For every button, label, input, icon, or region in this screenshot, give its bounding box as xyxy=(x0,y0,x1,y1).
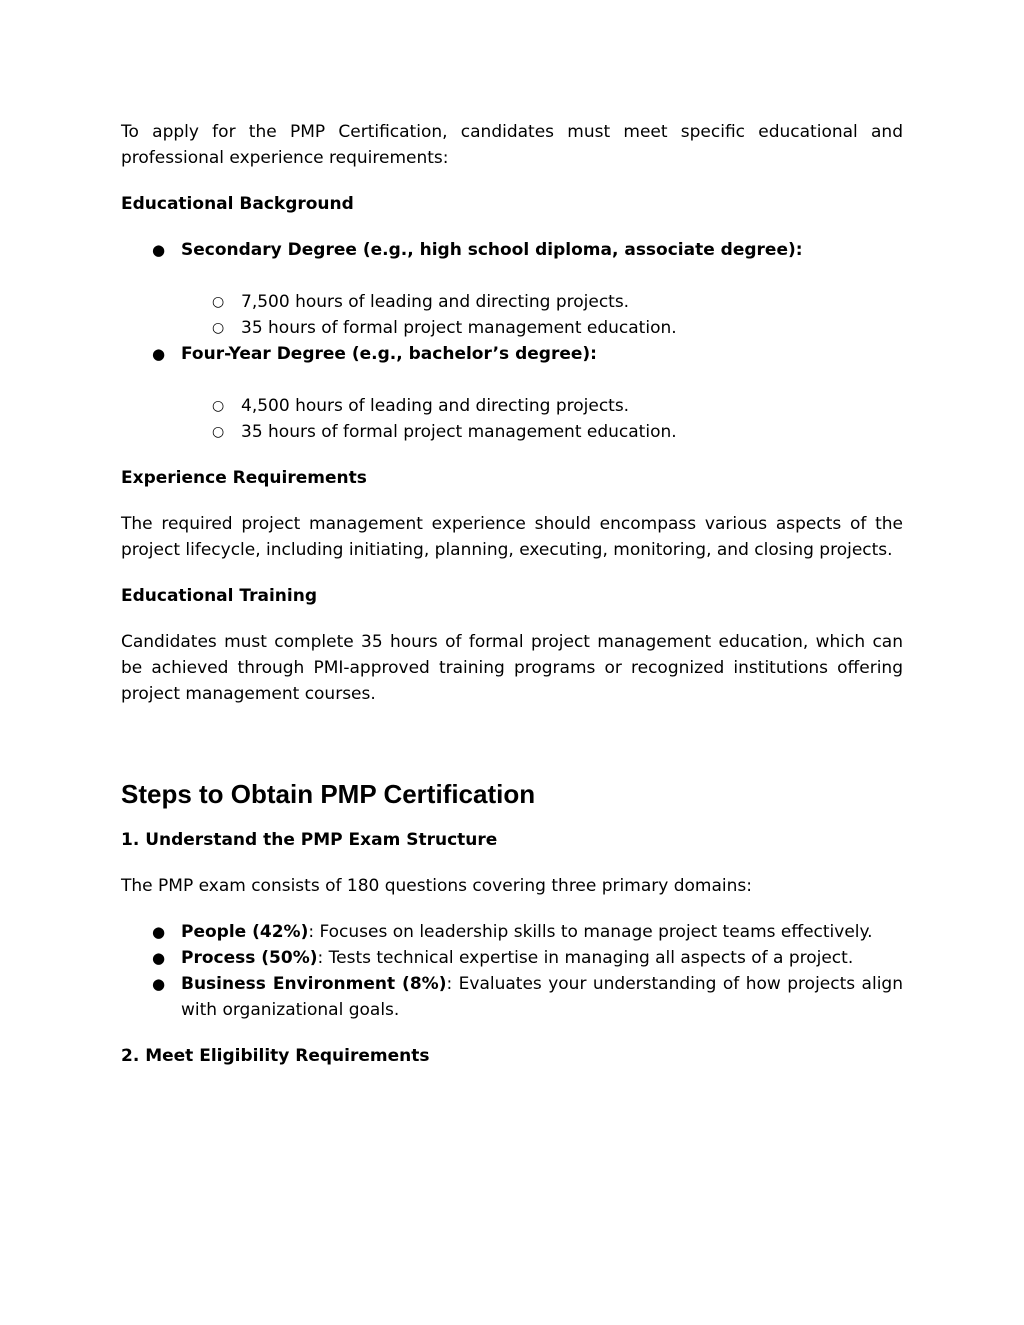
experience-paragraph: The required project management experience should encompass various aspects of the project lifecycle, including initiating, planning, executing, monitoring, and closing projects. xyxy=(121,514,903,560)
bullet-icon: ● xyxy=(152,949,166,967)
domains-list xyxy=(121,919,903,1023)
circle-bullet-icon: ○ xyxy=(212,320,225,336)
domain-description: : Evaluates your understanding of how projects align with organizational goals. xyxy=(181,974,903,1020)
list-item xyxy=(121,919,903,945)
list-item xyxy=(121,341,903,367)
list-item-text: 35 hours of formal project management education. xyxy=(241,318,677,338)
step2-heading: 2. Meet Eligibility Requirements xyxy=(121,1046,430,1066)
document-page xyxy=(121,119,903,1069)
domain-name: Business Environment (8%) xyxy=(181,974,447,994)
education-list xyxy=(121,237,903,263)
list-item xyxy=(121,971,903,1023)
secondary-degree-sublist xyxy=(121,289,903,341)
domain-name: People (42%) xyxy=(181,922,309,942)
list-item xyxy=(121,289,903,315)
list-item-label: Secondary Degree (e.g., high school diploma, associate degree): xyxy=(181,240,803,260)
circle-bullet-icon: ○ xyxy=(212,294,225,310)
bullet-icon: ● xyxy=(152,345,166,363)
intro-paragraph: To apply for the PMP Certification, candidates must meet specific educational and professional experience requirements: xyxy=(121,122,903,168)
bullet-icon: ● xyxy=(152,923,166,941)
list-item-text: 4,500 hours of leading and directing projects. xyxy=(241,396,630,416)
educational-background-heading: Educational Background xyxy=(121,194,354,214)
education-list-2 xyxy=(121,341,903,367)
list-item xyxy=(121,237,903,263)
steps-title: Steps to Obtain PMP Certification xyxy=(121,779,536,809)
four-year-degree-sublist xyxy=(121,393,903,445)
step1-paragraph: The PMP exam consists of 180 questions covering three primary domains: xyxy=(121,876,752,896)
circle-bullet-icon: ○ xyxy=(212,424,225,440)
experience-heading: Experience Requirements xyxy=(121,468,367,488)
bullet-icon: ● xyxy=(152,241,166,259)
circle-bullet-icon: ○ xyxy=(212,398,225,414)
domain-name: Process (50%) xyxy=(181,948,318,968)
list-item-text: 35 hours of formal project management education. xyxy=(241,422,677,442)
domain-description: : Tests technical expertise in managing all aspects of a project. xyxy=(317,948,854,968)
list-item xyxy=(121,945,903,971)
list-item xyxy=(121,393,903,419)
step1-heading: 1. Understand the PMP Exam Structure xyxy=(121,830,498,850)
list-item xyxy=(121,419,903,445)
training-paragraph: Candidates must complete 35 hours of formal project management education, which can be achieved through PMI-approved training programs or recognized institutions offering project management courses. xyxy=(121,632,903,704)
list-item xyxy=(121,315,903,341)
list-item-label: Four-Year Degree (e.g., bachelor’s degree): xyxy=(181,344,597,364)
training-heading: Educational Training xyxy=(121,586,317,606)
bullet-icon: ● xyxy=(152,975,166,993)
domain-description: : Focuses on leadership skills to manage project teams effectively. xyxy=(308,922,873,942)
list-item-text: 7,500 hours of leading and directing projects. xyxy=(241,292,630,312)
